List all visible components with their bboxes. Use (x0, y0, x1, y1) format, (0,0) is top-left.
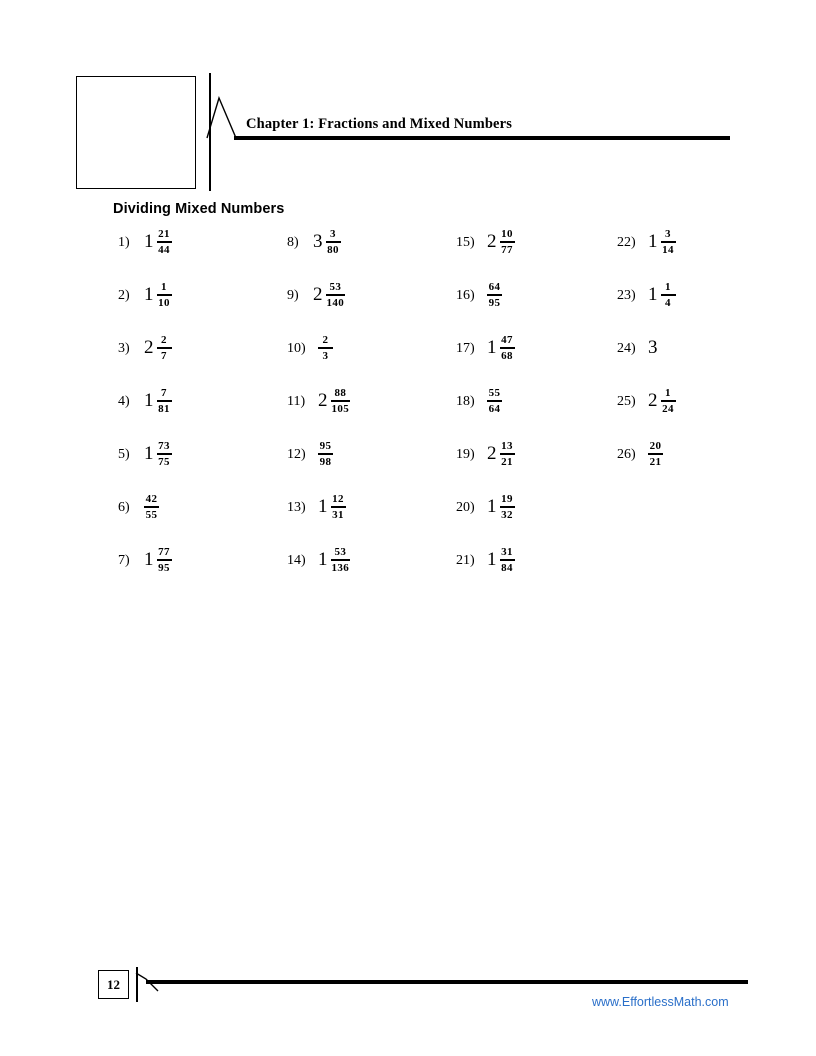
fraction (331, 546, 351, 574)
answer-item (287, 334, 350, 387)
answer-item-number: 3) (118, 341, 130, 356)
whole-number-part: 1 (144, 549, 154, 570)
answer-item (287, 546, 350, 599)
fraction-numerator: 73 (158, 440, 170, 452)
fraction-numerator: 3 (665, 228, 671, 240)
answer-item-number: 7) (118, 553, 130, 568)
fraction (500, 493, 515, 521)
fraction-numerator: 31 (501, 546, 513, 558)
header-flag-shape (205, 96, 251, 140)
answer-item (456, 440, 515, 493)
answer-item-number: 26) (617, 447, 636, 462)
answer-item-number: 14) (287, 553, 306, 568)
answer-item (617, 334, 676, 387)
answer-item-number: 25) (617, 394, 636, 409)
fraction (318, 440, 333, 468)
fraction-denominator: 68 (501, 349, 513, 362)
answer-value (140, 387, 172, 415)
whole-number-part: 2 (648, 390, 658, 411)
fraction-denominator: 81 (158, 402, 170, 415)
whole-number-part: 1 (144, 443, 154, 464)
answer-item-number: 10) (287, 341, 306, 356)
answer-item (118, 228, 172, 281)
answer-item (118, 334, 172, 387)
answer-item-number: 11) (287, 394, 306, 409)
answer-item (287, 228, 350, 281)
whole-number-part: 1 (648, 231, 658, 252)
fraction (157, 334, 172, 362)
answer-value (140, 281, 172, 309)
answer-item (118, 546, 172, 599)
fraction (661, 281, 676, 309)
fraction-numerator: 42 (145, 493, 158, 505)
answer-value (483, 440, 515, 468)
fraction (500, 228, 515, 256)
answer-value (314, 387, 350, 415)
page-title: Dividing Mixed Numbers (113, 201, 285, 217)
answer-item-number: 12) (287, 447, 306, 462)
answer-item-number: 21) (456, 553, 475, 568)
answer-value (483, 281, 502, 309)
whole-number-part: 2 (487, 231, 497, 252)
fraction-denominator: 98 (319, 455, 332, 468)
fraction (500, 440, 515, 468)
answer-item-number: 23) (617, 288, 636, 303)
fraction (661, 387, 676, 415)
fraction (157, 440, 172, 468)
whole-number-part: 2 (144, 337, 154, 358)
answer-value (140, 546, 172, 574)
answer-value (309, 281, 345, 309)
answer-item-number: 16) (456, 288, 475, 303)
fraction-bar (318, 453, 333, 455)
fraction (326, 228, 341, 256)
fraction-numerator: 2 (322, 334, 329, 346)
fraction-numerator: 20 (649, 440, 662, 452)
fraction-denominator: 7 (161, 349, 167, 362)
answer-value (140, 440, 172, 468)
answer-value (644, 228, 676, 256)
answer-item (617, 281, 676, 334)
footer-horizontal-rule (146, 980, 748, 984)
fraction-bar (331, 400, 351, 402)
fraction-denominator: 95 (158, 561, 170, 574)
fraction-numerator: 3 (330, 228, 336, 240)
answer-value (140, 228, 172, 256)
fraction (157, 281, 172, 309)
answer-item-number: 5) (118, 447, 130, 462)
fraction (487, 387, 502, 415)
answer-column-1 (118, 228, 172, 599)
fraction-bar (648, 453, 663, 455)
fraction-denominator: 80 (327, 243, 339, 256)
fraction-numerator: 55 (488, 387, 501, 399)
answer-item-number: 22) (617, 235, 636, 250)
answer-item (118, 387, 172, 440)
answer-item-number: 1) (118, 235, 130, 250)
answer-item-number: 9) (287, 288, 299, 303)
fraction-bar (144, 506, 159, 508)
answer-item-number: 2) (118, 288, 130, 303)
answer-item-number: 18) (456, 394, 475, 409)
fraction-bar (318, 347, 333, 349)
fraction-bar (331, 506, 346, 508)
answer-value (483, 334, 515, 362)
answer-value (140, 493, 159, 521)
answer-value (314, 546, 350, 574)
fraction-denominator: 21 (501, 455, 513, 468)
fraction (500, 546, 515, 574)
answer-item (118, 493, 172, 546)
whole-number-part: 1 (144, 231, 154, 252)
fraction-bar (157, 347, 172, 349)
answer-item-number: 19) (456, 447, 475, 462)
whole-number-part: 1 (318, 549, 328, 570)
fraction-denominator: 140 (326, 296, 345, 309)
answer-item (617, 440, 676, 493)
answer-item-number: 4) (118, 394, 130, 409)
whole-number-part: 2 (313, 284, 323, 305)
fraction (500, 334, 515, 362)
fraction-numerator: 12 (332, 493, 344, 505)
fraction-numerator: 77 (158, 546, 170, 558)
answer-item (287, 493, 350, 546)
answer-column-3 (456, 228, 515, 599)
header-logo-placeholder-box (76, 76, 196, 189)
whole-number-part: 1 (318, 496, 328, 517)
answer-item (456, 228, 515, 281)
fraction-bar (500, 241, 515, 243)
answer-value (309, 228, 341, 256)
page-number-box (98, 970, 129, 999)
fraction-numerator: 53 (329, 281, 342, 293)
fraction-bar (487, 400, 502, 402)
fraction-bar (157, 453, 172, 455)
page-number: 12 (107, 976, 120, 992)
answer-value (644, 334, 658, 357)
fraction-denominator: 14 (662, 243, 674, 256)
fraction-bar (157, 400, 172, 402)
fraction-numerator: 47 (501, 334, 513, 346)
answer-item (287, 387, 350, 440)
fraction-bar (326, 241, 341, 243)
fraction-denominator: 77 (501, 243, 513, 256)
answer-column-4 (617, 228, 676, 493)
whole-number-part: 3 (313, 231, 323, 252)
fraction-bar (157, 559, 172, 561)
fraction-numerator: 1 (665, 387, 671, 399)
fraction (661, 228, 676, 256)
answer-item-number: 20) (456, 500, 475, 515)
fraction-numerator: 95 (319, 440, 332, 452)
fraction (648, 440, 663, 468)
whole-number-part: 1 (487, 549, 497, 570)
answer-item (456, 546, 515, 599)
fraction-denominator: 24 (662, 402, 674, 415)
fraction (326, 281, 346, 309)
fraction-denominator: 75 (158, 455, 170, 468)
fraction-bar (500, 506, 515, 508)
fraction-denominator: 21 (649, 455, 662, 468)
fraction (331, 387, 351, 415)
fraction-denominator: 4 (665, 296, 671, 309)
answer-item (287, 281, 350, 334)
answer-value (483, 493, 515, 521)
fraction (157, 228, 172, 256)
answer-value (314, 334, 333, 362)
answer-value (644, 387, 676, 415)
fraction-denominator: 3 (322, 349, 329, 362)
answer-value (644, 281, 676, 309)
fraction-denominator: 105 (331, 402, 350, 415)
fraction-bar (661, 400, 676, 402)
fraction (144, 493, 159, 521)
answer-item (456, 387, 515, 440)
answer-item (617, 387, 676, 440)
fraction-denominator: 64 (488, 402, 501, 415)
fraction-numerator: 88 (334, 387, 347, 399)
fraction-denominator: 95 (488, 296, 501, 309)
footer-website-url[interactable]: www.EffortlessMath.com (592, 995, 729, 1009)
whole-number-part: 1 (648, 284, 658, 305)
answer-item-number: 24) (617, 341, 636, 356)
header-horizontal-rule (234, 136, 730, 140)
whole-number-value: 3 (648, 337, 658, 358)
fraction-numerator: 64 (488, 281, 501, 293)
fraction-numerator: 1 (161, 281, 167, 293)
fraction-bar (500, 347, 515, 349)
answer-value (483, 228, 515, 256)
answer-item (617, 228, 676, 281)
fraction-denominator: 84 (501, 561, 513, 574)
answer-item (456, 493, 515, 546)
fraction-numerator: 7 (161, 387, 167, 399)
chapter-title: Chapter 1: Fractions and Mixed Numbers (246, 116, 513, 132)
whole-number-part: 2 (318, 390, 328, 411)
fraction-numerator: 2 (161, 334, 167, 346)
fraction-numerator: 53 (334, 546, 347, 558)
answer-item-number: 15) (456, 235, 475, 250)
fraction-numerator: 10 (501, 228, 513, 240)
fraction (318, 334, 333, 362)
whole-number-part: 1 (487, 337, 497, 358)
answer-value (314, 440, 333, 468)
fraction (157, 546, 172, 574)
answer-value (314, 493, 346, 521)
answer-value (140, 334, 172, 362)
whole-number-part: 1 (144, 390, 154, 411)
fraction-denominator: 32 (501, 508, 513, 521)
fraction-bar (331, 559, 351, 561)
answer-value (644, 440, 663, 468)
fraction-bar (157, 294, 172, 296)
answer-item (118, 440, 172, 493)
fraction-numerator: 21 (158, 228, 170, 240)
fraction (487, 281, 502, 309)
fraction-bar (157, 241, 172, 243)
answer-item-number: 8) (287, 235, 299, 250)
whole-number-part: 1 (487, 496, 497, 517)
fraction-denominator: 10 (158, 296, 170, 309)
fraction-bar (326, 294, 346, 296)
answer-item (456, 334, 515, 387)
fraction (157, 387, 172, 415)
fraction-denominator: 44 (158, 243, 170, 256)
fraction (331, 493, 346, 521)
fraction-denominator: 31 (332, 508, 344, 521)
fraction-bar (487, 294, 502, 296)
answer-value (483, 387, 502, 415)
answer-item-number: 13) (287, 500, 306, 515)
fraction-numerator: 13 (501, 440, 513, 452)
answer-item-number: 6) (118, 500, 130, 515)
fraction-numerator: 19 (501, 493, 513, 505)
fraction-bar (661, 241, 676, 243)
fraction-bar (661, 294, 676, 296)
whole-number-part: 1 (144, 284, 154, 305)
whole-number-part: 2 (487, 443, 497, 464)
fraction-denominator: 55 (145, 508, 158, 521)
fraction-numerator: 1 (665, 281, 671, 293)
answer-item (118, 281, 172, 334)
fraction-bar (500, 559, 515, 561)
answer-column-2 (287, 228, 350, 599)
answer-item-number: 17) (456, 341, 475, 356)
fraction-denominator: 136 (331, 561, 350, 574)
fraction-bar (500, 453, 515, 455)
answer-value (483, 546, 515, 574)
answer-item (287, 440, 350, 493)
answer-item (456, 281, 515, 334)
